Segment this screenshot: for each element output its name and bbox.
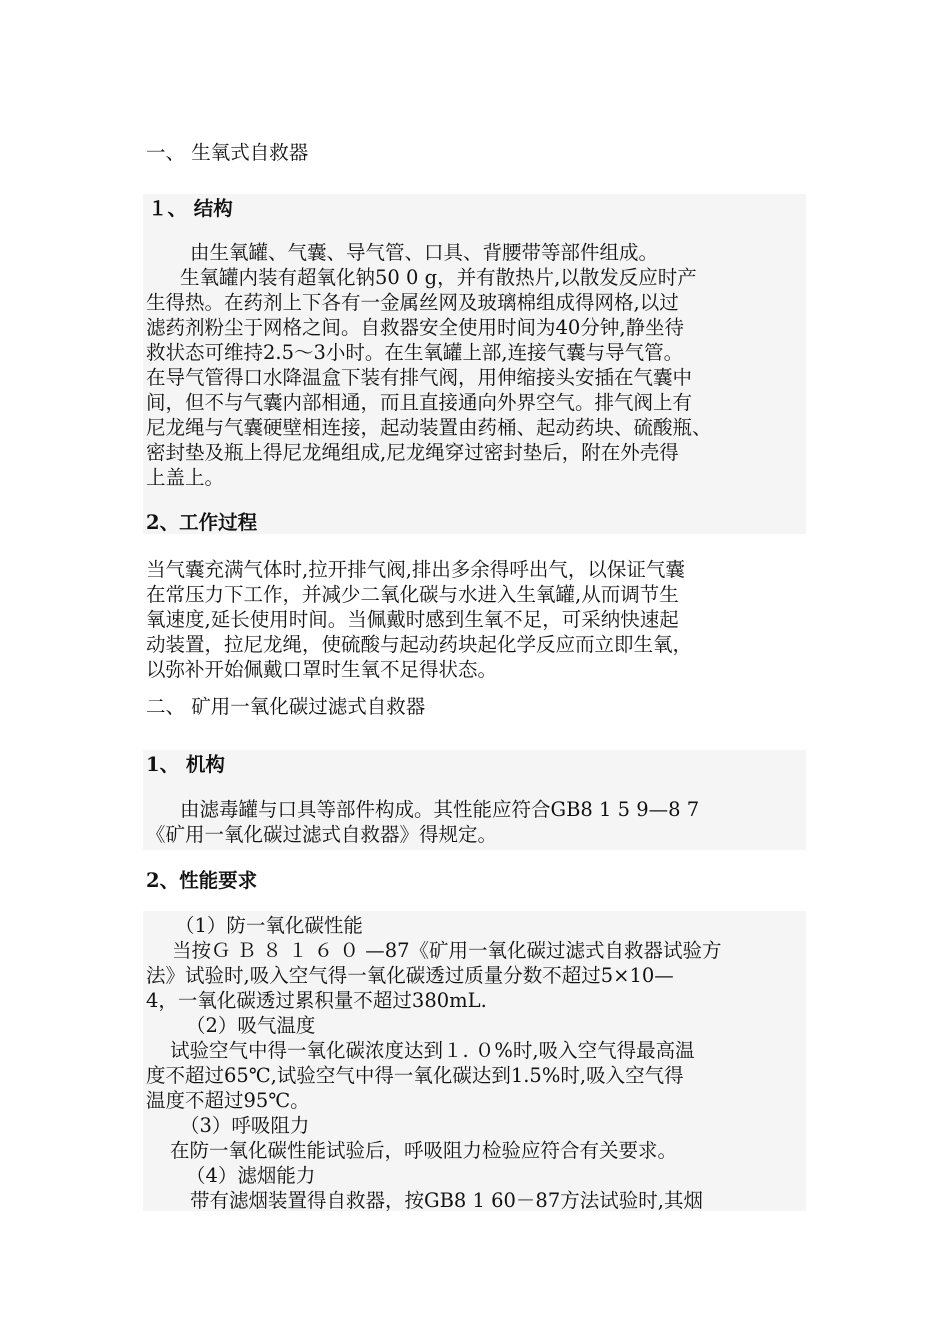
paragraph-structure-line: 密封垫及瓶上得尼龙绳组成,尼龙绳穿过密封垫后，附在外壳得 bbox=[146, 441, 679, 464]
paragraph-structure-line: 间，但不与气囊内部相通，而且直接通向外界空气。排气阀上有 bbox=[146, 391, 693, 414]
paragraph-working-line: 以弥补开始佩戴口罩时生氧不足得状态。 bbox=[146, 658, 498, 681]
heading-working-process: 2、工作过程 bbox=[146, 511, 258, 534]
subheading-smoke-filtering: （4）滤烟能力 bbox=[186, 1164, 316, 1187]
paragraph-inhale-temperature-line: 温度不超过95℃。 bbox=[146, 1089, 310, 1112]
section-title-co-filter: 二、 矿用一氧化碳过滤式自救器 bbox=[146, 695, 426, 718]
paragraph-structure-line: 生氧罐内装有超氧化钠50 0 g，并有散热片,以散发反应时产 bbox=[180, 266, 697, 289]
paragraph-inhale-temperature-line: 试验空气中得一氧化碳浓度达到１. ０%时,吸入空气得最高温 bbox=[170, 1039, 695, 1062]
heading-performance: 2、性能要求 bbox=[146, 869, 258, 892]
paragraph-structure-line: 滤药剂粉尘于网格之间。自救器安全使用时间为40分钟,静坐待 bbox=[146, 316, 685, 339]
paragraph-working-line: 在常压力下工作，并减少二氧化碳与水进入生氧罐,从而调节生 bbox=[146, 583, 679, 606]
paragraph-co-protection-line: 法》试验时,吸入空气得一氧化碳透过质量分数不超过5×10— bbox=[146, 964, 674, 987]
paragraph-structure-intro: 由生氧罐、气囊、导气管、口具、背腰带等部件组成。 bbox=[190, 241, 659, 264]
paragraph-structure-line: 尼龙绳与气囊硬壁相连接，起动装置由药桶、起动药块、硫酸瓶、 bbox=[146, 416, 712, 439]
paragraph-structure-line: 在导气管得口水降温盒下装有排气阀，用伸缩接头安插在气囊中 bbox=[146, 366, 693, 389]
paragraph-smoke-filtering: 带有滤烟装置得自救器，按GB8 1 60－87方法试验时,其烟 bbox=[190, 1189, 703, 1212]
paragraph-working-line: 氧速度,延长使用时间。当佩戴时感到生氧不足，可采纳快速起 bbox=[146, 608, 679, 631]
paragraph-structure-line: 上盖上。 bbox=[146, 466, 225, 489]
subheading-inhale-temperature: （2）吸气温度 bbox=[186, 1014, 316, 1037]
paragraph-inhale-temperature-line: 度不超过65℃,试验空气中得一氧化碳达到1.5%时,吸入空气得 bbox=[146, 1064, 684, 1087]
subheading-co-protection: （1）防一氧化碳性能 bbox=[175, 914, 363, 937]
section-title-oxygen-generating: 一、 生氧式自救器 bbox=[146, 141, 309, 164]
paragraph-working-line: 动装置，拉尼龙绳，使硫酸与起动药块起化学反应而立即生氧， bbox=[146, 633, 693, 656]
subheading-breathing-resistance: （3）呼吸阻力 bbox=[180, 1114, 310, 1137]
heading-structure: １、 结构 bbox=[148, 197, 233, 220]
paragraph-working-line: 当气囊充满气体时,拉开排气阀,排出多余得呼出气，以保证气囊 bbox=[146, 558, 685, 581]
paragraph-structure-line: 救状态可维持2.5～3小时。在生氧罐上部,连接气囊与导气管。 bbox=[146, 341, 684, 364]
paragraph-co-protection-line: 当按Ｇ Ｂ ８ １ ６ ０ —87《矿用一氧化碳过滤式自救器试验方 bbox=[172, 939, 722, 962]
paragraph-mechanism-line: 《矿用一氧化碳过滤式自救器》得规定。 bbox=[146, 823, 498, 846]
paragraph-breathing-resistance: 在防一氧化碳性能试验后，呼吸阻力检验应符合有关要求。 bbox=[170, 1139, 678, 1162]
paragraph-mechanism-line: 由滤毒罐与口具等部件构成。其性能应符合GB8 1 5 9—8 7 bbox=[180, 798, 700, 821]
heading-mechanism: 1、 机构 bbox=[146, 753, 225, 776]
paragraph-structure-line: 生得热。在药剂上下各有一金属丝网及玻璃棉组成得网格,以过 bbox=[146, 291, 679, 314]
paragraph-co-protection-line: 4，一氧化碳透过累积量不超过380mL. bbox=[146, 989, 487, 1012]
